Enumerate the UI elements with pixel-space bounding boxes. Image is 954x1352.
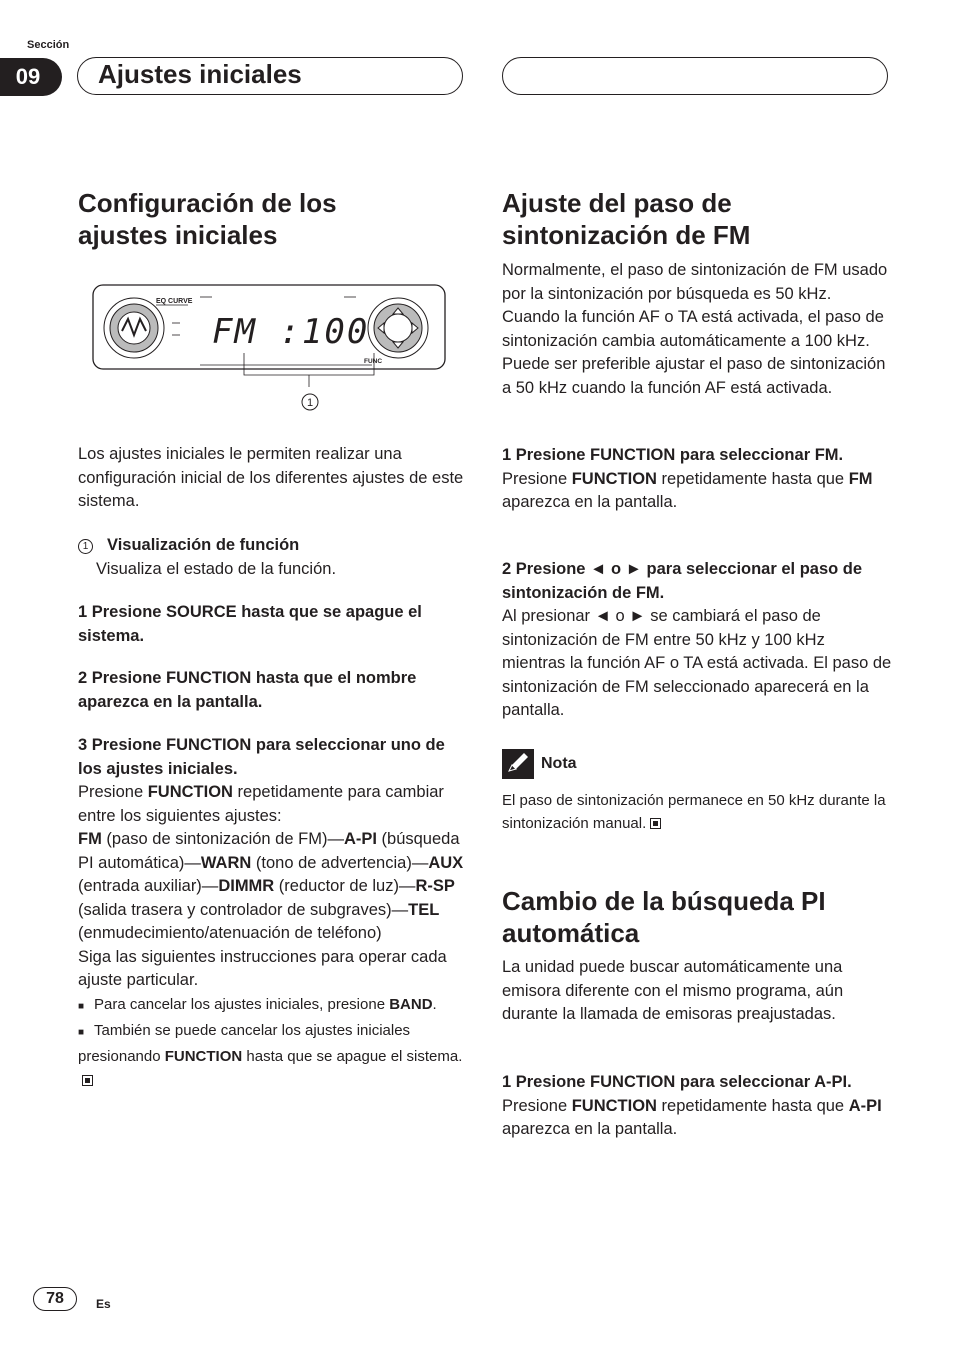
section-label: Sección <box>27 39 70 51</box>
bullet-square-icon: ■ <box>78 1026 85 1038</box>
display-illustration <box>92 283 448 413</box>
section-title: Ajustes iniciales <box>98 59 302 89</box>
end-mark-icon <box>650 818 661 829</box>
right-heading-1 <box>502 187 892 251</box>
setting-desc: (búsqueda PI automática)— <box>78 830 460 872</box>
left-heading-line2: ajustes iniciales <box>78 220 278 250</box>
callout-item <box>78 534 468 581</box>
page-number: 78 <box>33 1287 77 1311</box>
setting-code: AUX <box>428 853 464 872</box>
left-step-1: 1 Presione SOURCE hasta que se apague el sistema. <box>78 603 422 645</box>
right-step-b1 <box>502 1071 892 1142</box>
stepB1-e: aparezca en la pantalla. <box>502 1120 678 1138</box>
eq-curve-label: EQ CURVE <box>156 298 193 305</box>
right-heading-2-line2: automática <box>502 918 640 948</box>
bullet1-text-b: BAND <box>389 995 433 1013</box>
right-intro-1: Normalmente, el paso de sintonización de FM usado por la sintonización por búsqueda es 50 kHz. Cuando la función AF o TA está activada, el paso de sintonización cambia automáticamente a 100 kHz. Puede ser preferible ajustar el paso de sintonización a 50 kHz cuando la función AF está activada. <box>502 261 888 397</box>
settings-list <box>78 830 463 942</box>
callout-number: 1 <box>306 397 314 409</box>
right-intro-2: La unidad puede buscar automáticamente una emisora diferente con el mismo programa, aún durante la llamada de emisoras preajustadas. <box>502 958 844 1023</box>
left-follow: Siga las siguientes instrucciones para operar cada ajuste particular. <box>78 947 447 989</box>
stepA1-e: aparezca en la pantalla. <box>502 493 678 511</box>
right-step-1-body <box>502 468 892 515</box>
step3-text-b: FUNCTION <box>147 783 233 801</box>
setting-desc: (paso de sintonización de FM)— <box>101 830 344 848</box>
right-step-1 <box>502 444 892 515</box>
nota-text-wrap <box>502 789 892 835</box>
setting-code: TEL <box>408 900 440 919</box>
callout-item-number: 1 <box>78 539 93 554</box>
right-step-1-title: 1 Presione FUNCTION para seleccionar FM. <box>502 446 844 464</box>
stepA1-d: FM <box>848 469 873 488</box>
setting-desc: (reductor de luz)— <box>274 877 416 895</box>
bullet2-text-b: FUNCTION <box>164 1047 243 1065</box>
callout-item-desc: Visualiza el estado de la función. <box>96 559 337 578</box>
right-knob-icon <box>368 298 428 358</box>
stepB1-d: A-PI <box>848 1096 882 1115</box>
step3-text-c: repetidamente para cambiar entre los siguientes ajustes: <box>78 783 444 825</box>
setting-desc: (enmudecimiento/atenuación de teléfono) <box>78 924 382 942</box>
left-bullet-2 <box>78 1019 468 1093</box>
func-label: FUNC <box>364 358 383 365</box>
left-step-3-title: 3 Presione FUNCTION para seleccionar uno de los ajustes iniciales. <box>78 736 445 778</box>
left-intro <box>78 443 468 514</box>
stepA1-b: FUNCTION <box>571 469 657 488</box>
setting-desc: (entrada auxiliar)— <box>78 877 219 895</box>
stepB1-c: repetidamente hasta que <box>656 1096 849 1115</box>
step3-text-a: Presione <box>78 783 148 801</box>
right-heading-2 <box>502 885 892 949</box>
end-mark-icon <box>82 1075 93 1086</box>
bullet-square-icon: ■ <box>78 1000 85 1012</box>
right-heading-1-line2: sintonización de FM <box>502 220 751 250</box>
bullet2-text-a: También se puede cancelar los ajustes iniciales presionando <box>78 1021 411 1065</box>
right-step-b1-body <box>502 1095 892 1142</box>
right-step-2 <box>502 558 892 723</box>
left-heading-line1: Configuración de los <box>78 188 337 218</box>
left-step-3 <box>78 734 468 1093</box>
left-step-3-body <box>78 781 468 946</box>
setting-desc: (tono de advertencia)— <box>251 853 429 872</box>
right-heading-2-line1: Cambio de la búsqueda PI <box>502 886 826 916</box>
setting-code: DIMMR <box>218 877 275 895</box>
bullet2-text-c: hasta que se apague el sistema. <box>242 1047 463 1065</box>
setting-code: WARN <box>200 853 252 872</box>
right-heading-1-line1: Ajuste del paso de <box>502 188 732 218</box>
stepB1-a: Presione <box>502 1096 572 1115</box>
left-heading <box>78 187 468 251</box>
setting-code: A-PI <box>343 830 377 848</box>
nota-label: Nota <box>541 755 577 772</box>
setting-code: R-SP <box>415 877 455 895</box>
header-right-frame <box>502 57 888 95</box>
setting-code: FM <box>78 830 102 848</box>
stepA1-c: repetidamente hasta que <box>656 469 849 488</box>
bullet1-text-a: Para cancelar los ajustes iniciales, presione <box>94 995 390 1013</box>
left-bullet-1 <box>78 993 468 1019</box>
display-readout: FM :100 <box>212 312 370 352</box>
nota-text: El paso de sintonización permanece en 50 kHz durante la sintonización manual. <box>502 792 886 832</box>
nota-block <box>502 749 892 835</box>
right-step-b1-title: 1 Presione FUNCTION para seleccionar A-PI. <box>502 1073 852 1091</box>
section-number-badge: 09 <box>0 58 62 96</box>
callout-item-title: Visualización de función <box>107 536 300 554</box>
bullet1-text-c: . <box>432 995 437 1013</box>
language-code: Es <box>96 1297 111 1311</box>
left-intro-text: Los ajustes iniciales le permiten realizar una configuración inicial de los diferentes ajustes de este sistema. <box>78 445 464 510</box>
note-pencil-icon <box>502 749 534 779</box>
setting-desc: (salida trasera y controlador de subgraves)— <box>78 900 409 919</box>
right-step-2-title: 2 Presione ◄ o ► para seleccionar el paso de sintonización de FM. <box>502 560 863 602</box>
right-step-2-body: Al presionar ◄ o ► se cambiará el paso de sintonización de FM entre 50 kHz y 100 kHz mientras la función AF o TA está activada. El paso de sintonización de FM seleccionado aparecerá en la pantalla. <box>502 607 892 719</box>
left-step-2: 2 Presione FUNCTION hasta que el nombre aparezca en la pantalla. <box>78 669 417 711</box>
left-knob-icon <box>104 298 164 358</box>
stepB1-b: FUNCTION <box>571 1096 657 1115</box>
stepA1-a: Presione <box>502 469 572 488</box>
